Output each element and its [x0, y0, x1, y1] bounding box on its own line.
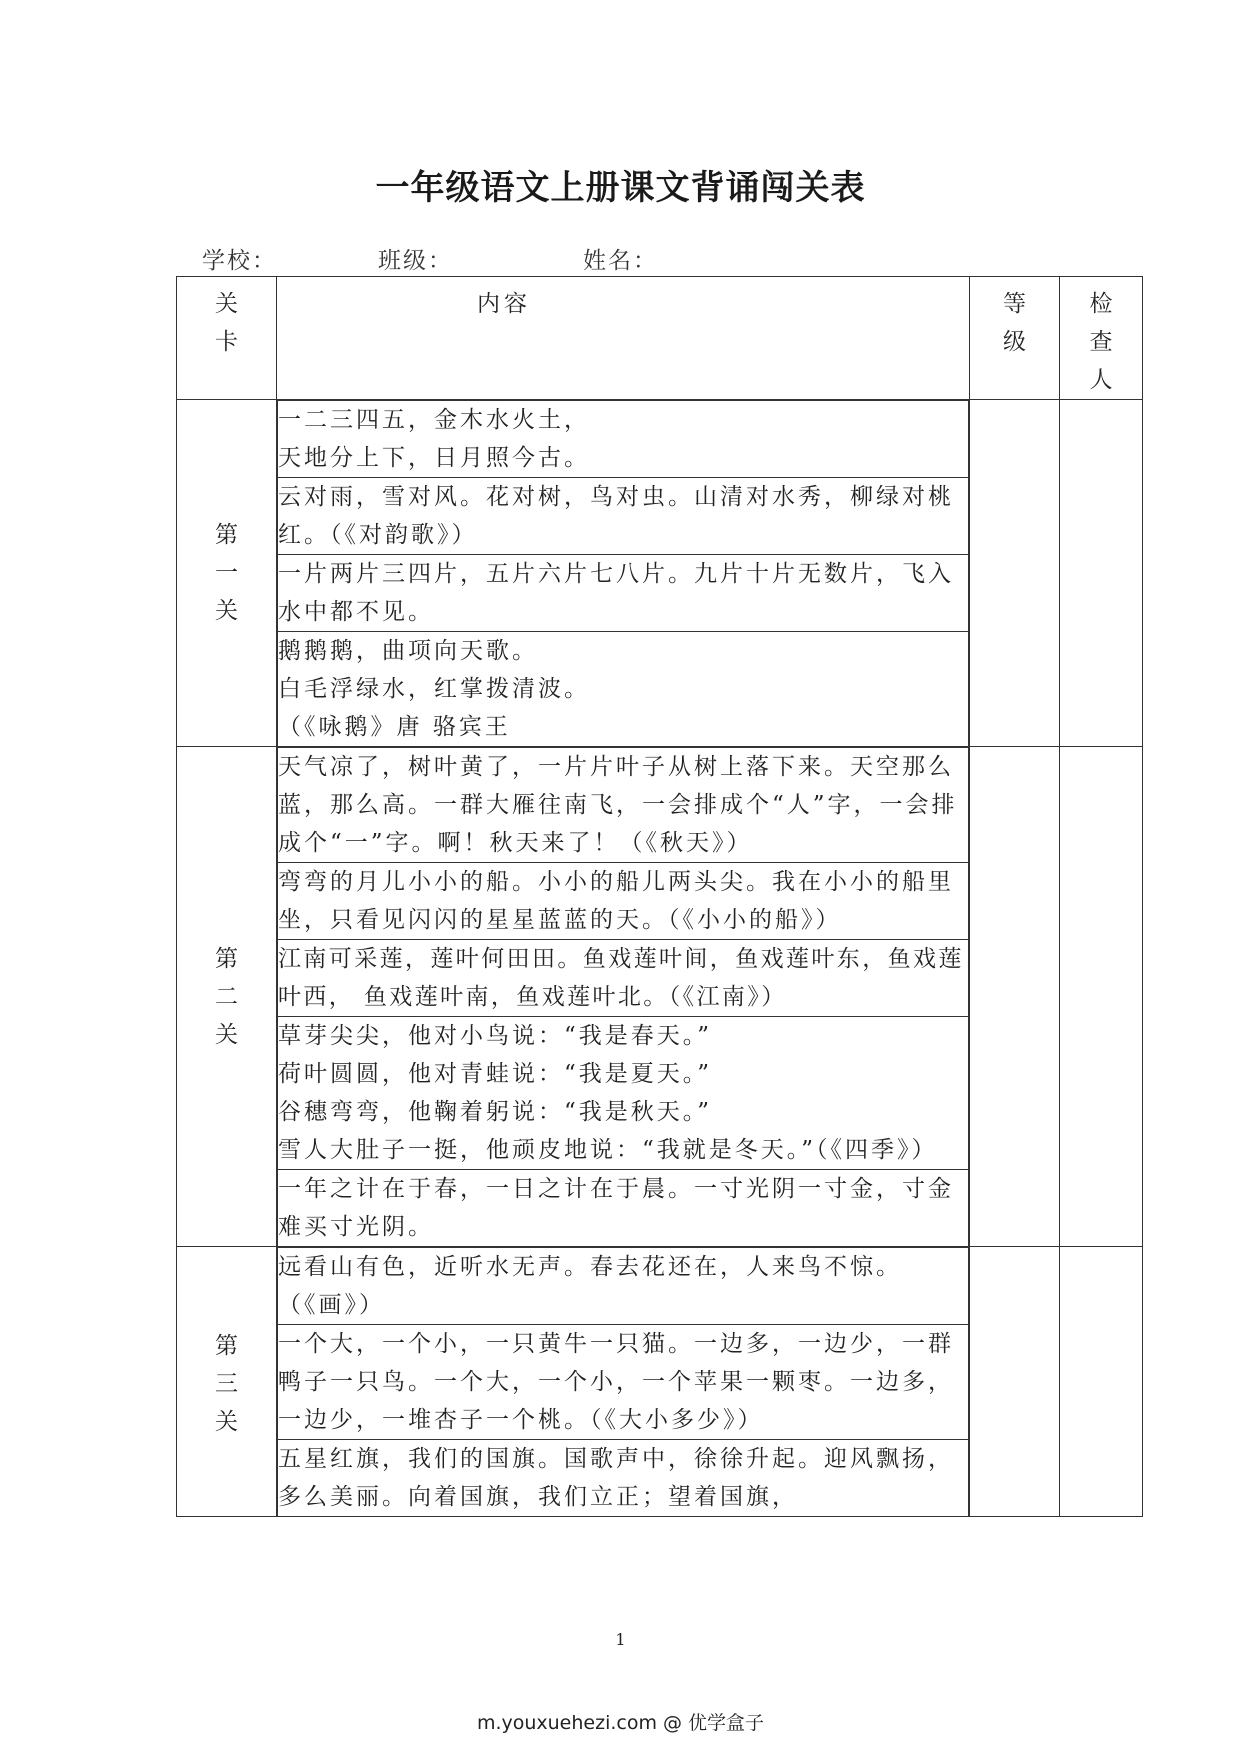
stage-label-1: 第 一 关	[177, 400, 277, 747]
text-item: 江南可采莲，莲叶何田田。鱼戏莲叶间，鱼戏莲叶东，鱼戏莲叶西， 鱼戏莲叶南，鱼戏莲叶北。（《江南》）	[278, 940, 969, 1017]
stage-label-2: 第 二 关	[177, 747, 277, 1247]
header-stage: 关 卡	[177, 277, 277, 400]
checker-cell-1[interactable]	[1060, 400, 1143, 747]
class-label: 班级：	[378, 248, 453, 274]
text-item: 云对雨，雪对风。花对树，鸟对虫。山清对水秀，柳绿对桃红。（《对韵歌》）	[278, 478, 969, 555]
stage-content-1	[277, 400, 970, 747]
stage-label-3: 第 三 关	[177, 1247, 277, 1517]
text-item: 一二三四五，金木水火土， 天地分上下，日月照今古。	[278, 401, 969, 478]
header-checker: 检 查 人	[1060, 277, 1143, 400]
header-content: 内容	[277, 277, 970, 400]
recitation-table	[176, 276, 1143, 1517]
grade-cell-2[interactable]	[970, 747, 1060, 1247]
stage-row-1	[177, 400, 1143, 747]
text-item: 一片两片三四片，五片六片七八片。九片十片无数片，飞入水中都不见。	[278, 555, 969, 632]
text-item: 五星红旗，我们的国旗。国歌声中，徐徐升起。迎风飘扬，多么美丽。向着国旗，我们立正；望着国旗，	[278, 1440, 969, 1517]
page-number: 1	[615, 1630, 626, 1649]
text-item: 天气凉了，树叶黄了，一片片叶子从树上落下来。天空那么蓝，那么高。一群大雁往南飞，一会排成个“人”字，一会排成个“一”字。啊！秋天来了！（《秋天》）	[278, 748, 969, 863]
page-title: 一年级语文上册课文背诵闯关表	[375, 168, 866, 208]
text-item: 鹅鹅鹅，曲项向天歌。 白毛浮绿水，红掌拨清波。 （《咏鹅》唐 骆宾王	[278, 632, 969, 747]
stage-content-3	[277, 1247, 970, 1517]
stage-content-2	[277, 747, 970, 1247]
text-item: 远看山有色，近听水无声。春去花还在，人来鸟不惊。（《画》）	[278, 1248, 969, 1325]
stage-row-3	[177, 1247, 1143, 1517]
stage-row-2	[177, 747, 1143, 1247]
name-label: 姓名：	[583, 248, 658, 274]
grade-cell-3[interactable]	[970, 1247, 1060, 1517]
header-row	[177, 277, 1143, 400]
checker-cell-2[interactable]	[1060, 747, 1143, 1247]
checker-cell-3[interactable]	[1060, 1247, 1143, 1517]
text-item: 一年之计在于春，一日之计在于晨。一寸光阴一寸金，寸金难买寸光阴。	[278, 1170, 969, 1247]
grade-cell-1[interactable]	[970, 400, 1060, 747]
text-item: 草芽尖尖，他对小鸟说：“我是春天。” 荷叶圆圆，他对青蛙说：“我是夏天。” 谷穗弯弯，他鞠着躬说：“我是秋天。” 雪人大肚子一挺，他顽皮地说：“我就是冬天。”（《四季》）	[278, 1017, 969, 1170]
header-grade: 等 级	[970, 277, 1060, 400]
school-label: 学校：	[202, 248, 277, 274]
text-item: 弯弯的月儿小小的船。小小的船儿两头尖。我在小小的船里坐，只看见闪闪的星星蓝蓝的天。（《小小的船》）	[278, 863, 969, 940]
footer-watermark: m.youxuehezi.com @ 优学盒子	[476, 1712, 765, 1734]
text-item: 一个大，一个小，一只黄牛一只猫。一边多，一边少，一群鸭子一只鸟。一个大，一个小，一个苹果一颗枣。一边多，一边少，一堆杏子一个桃。（《大小多少》）	[278, 1325, 969, 1440]
